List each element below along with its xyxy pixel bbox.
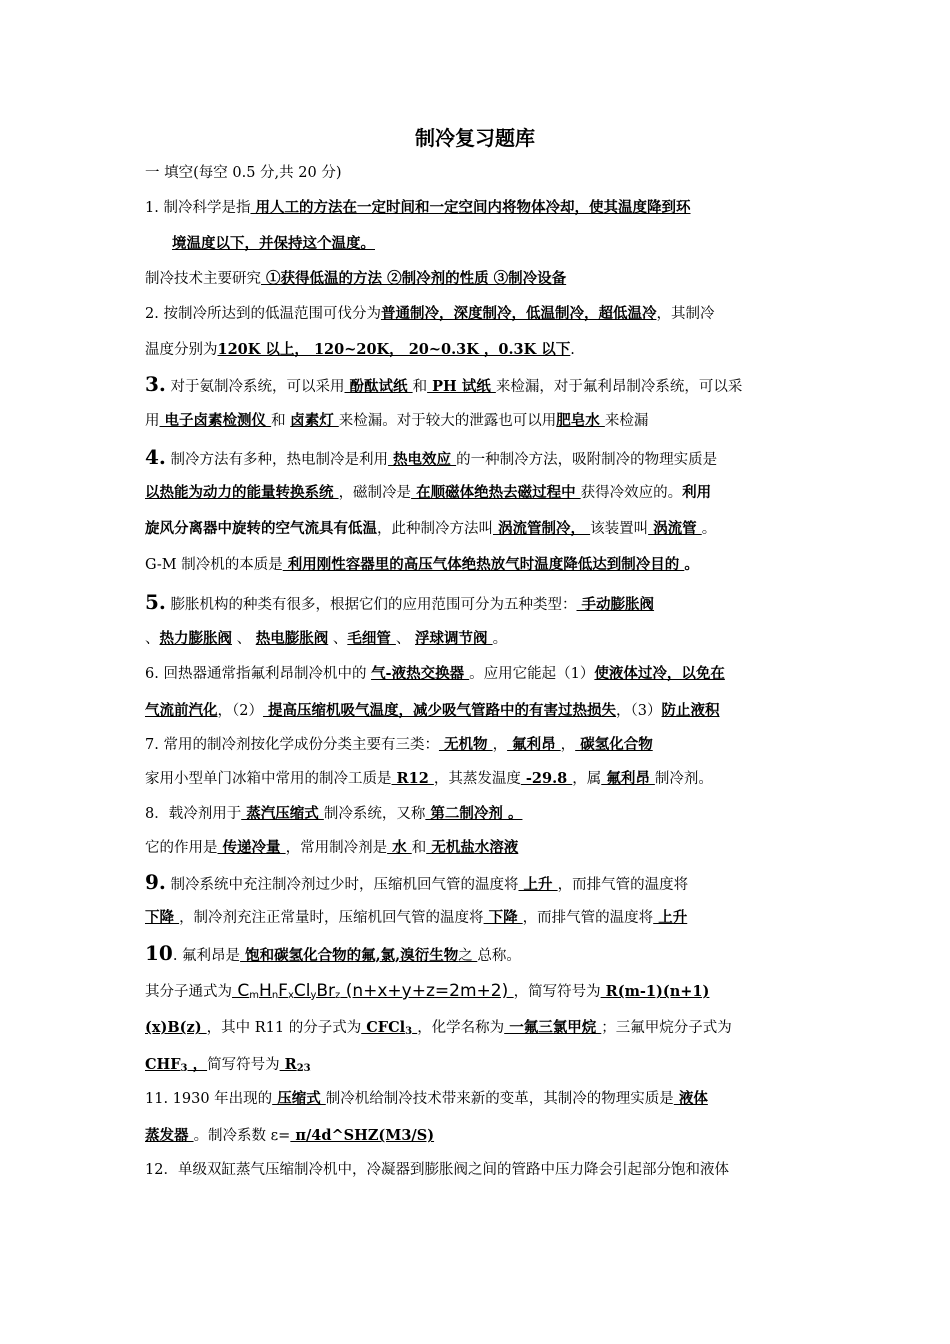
question-7-text: 7. 常用的制冷剂按化学成份分类主要有三类： [145,737,439,753]
question-4-answer-1: 热电效应 [388,451,457,468]
question-5-sep-2: 、 [232,631,256,647]
question-9-text-3: ，制冷剂充注正常量时，压缩机回气管的温度将 [179,910,484,926]
question-10-answer-1: 饱和碳氢化合物的氟,氯,溴衍生物 [240,947,459,964]
question-7-text-4: ，属 [572,771,602,787]
question-8-answer-2: 第二制冷剂 。 [425,805,523,822]
question-6-answer-2-cont: 气流前汽化 [145,702,218,719]
question-9-line-1 [145,872,688,895]
question-5-sep-1: 、 [145,631,160,647]
question-6-text-4: ，（3） [616,703,662,719]
question-9-text-4: ，而排气管的温度将 [522,910,654,926]
question-6-answer-1: 气-液热交换器 [371,665,470,682]
question-7-answer-5: -29.8 [520,770,573,787]
section-heading: 一 填空(每空 0.5 分,共 20 分) [145,165,342,181]
chf-sub: 3 [180,1063,188,1074]
formula-c: C [232,981,250,1001]
question-3-text-5: 来检漏 [604,413,649,429]
question-10-answer-2-cont: (x)B(z) [145,1019,207,1036]
question-10-line-3 [145,1018,732,1042]
question-4-line-3 [145,519,716,539]
question-4-text-5: 利用 [682,484,712,501]
question-8-answer-4: 水 [387,839,412,856]
question-11-text: 11. 1930 年出现的 [145,1091,273,1107]
question-7-answer-4: R12 [391,770,434,787]
question-8-answer-3: 传递冷量 [217,839,286,856]
question-4-text-3: ，磁制冷是 [338,485,412,501]
question-10-answer-4: 一氟三氯甲烷 [504,1019,602,1036]
question-3-answer-5: 肥皂水 [556,412,605,429]
question-3-answer-1: 酚酞试纸 [344,378,413,395]
question-5-sep-3: 、 [328,631,348,647]
question-2-answer-2: 120K 以上， 120~20K， 20~0.3K ，0.3K 以下 [217,341,571,358]
question-11-answer-2-cont: 蒸发器 [145,1127,194,1144]
formula-condition: (n+x+y+z=2m+2) [340,981,514,1001]
question-2-text-3: 温度分别为 [145,342,218,358]
question-4-answer-2: 以热能为动力的能量转换系统 [145,484,339,501]
cfcl-text: CFCl [361,1019,406,1036]
question-3-text: 对于氨制冷系统，可以采用 [165,379,345,395]
question-10-text: . 氟利昂是 [172,948,241,964]
formula-f: F [278,981,288,1001]
question-4-answer-5: 涡流管 [648,520,702,537]
question-8-text-3: 它的作用是 [145,840,218,856]
question-8-text-2: 制冷系统，又称 [323,806,426,822]
question-4-period-2: 。 [684,556,699,573]
question-10-line-2 [145,981,709,1006]
question-10-answer-5 [145,1056,207,1073]
question-11-answer-3: π/4d^SHZ(M3/S) [290,1127,435,1144]
question-10-text-2: 总称。 [477,948,521,964]
question-12-line-1 [145,1160,729,1180]
page-title: 制冷复习题库 [415,126,535,150]
question-12-text: 12．单级双缸蒸气压缩制冷机中，冷凝器到膨胀阀之间的管路中压力降会引起部分饱和液体 [145,1162,729,1178]
question-5-answer-3: 热电膨胀阀 [255,630,329,647]
question-4-period: 。 [701,521,717,537]
question-10-text-5: ，其中 R11 的分子式为 [206,1020,362,1036]
question-9-text-2: ，而排气管的温度将 [557,877,689,893]
question-5-period: 。 [492,631,508,647]
question-7-line-1 [145,735,653,755]
question-9-answer-1: 上升 [518,876,558,893]
question-2-text-2: ，其制冷 [656,306,715,322]
question-3-number: 3. [145,372,166,396]
question-3-answer-3: 电子卤素检测仪 [159,412,272,429]
question-10-text-7: ；三氟甲烷分子式为 [601,1020,732,1036]
question-5-answer-5: 浮球调节阀 [415,630,493,647]
question-5-answer-1: 手动膨胀阀 [576,596,655,613]
question-10-line-4 [145,1055,311,1079]
formula-sub-x: x [287,990,294,1001]
question-9-answer-2: 下降 [145,909,180,926]
question-3-text-2: 来检漏，对于氟利昂制冷系统，可以采 [495,379,743,395]
question-7-sep-2: ， [560,737,576,753]
question-2-period: . [570,342,575,358]
question-10-number: 10 [145,941,173,965]
question-9-line-2 [145,908,687,928]
question-3-text-4: 来检漏。对于较大的泄露也可以用 [338,413,557,429]
formula-sub-z: z [335,990,341,1001]
chf-text: CHF [145,1056,181,1073]
question-4-text-2: 的一种制冷方法，吸附制冷的物理实质是 [456,452,718,468]
question-9-text: 制冷系统中充注制冷剂过少时，压缩机回气管的温度将 [165,877,519,893]
question-1-line-1 [145,198,691,218]
question-3-and: 和 [412,379,428,395]
chf-end: ， [187,1056,208,1073]
question-11-answer-2: 液体 [673,1090,708,1107]
question-5-answer-4: 毛细管 [347,630,396,647]
question-7-text-5: 制冷剂。 [654,771,713,787]
question-5-sep-4: 、 [395,631,415,647]
question-6-text: 6. 回热器通常指氟利昂制冷机中的 [145,666,372,682]
question-8-and: 和 [411,840,427,856]
question-4-answer-4: 涡流管制冷， [493,520,591,537]
question-2-line-2 [145,340,575,360]
question-11-answer-1: 压缩式 [272,1090,326,1107]
question-6-answer-4: 防止液积 [661,702,720,719]
question-10-text-4: ，简写符号为 [513,984,601,1000]
question-3-answer-4: 卤素灯 [290,412,339,429]
question-7-line-2 [145,769,713,789]
question-2-line-1 [145,304,714,324]
question-1b-line [145,269,566,289]
question-4-text: 制冷方法有多种，热电制冷是利用 [165,452,388,468]
question-5-line-1 [145,592,654,615]
question-4-text-7: ，此种制冷方法叫 [377,521,493,537]
question-5-number: 5. [145,590,166,614]
question-7-answer-3: 碳氢化合物 [575,736,653,753]
question-9-answer-3: 下降 [483,909,523,926]
question-3-line-2 [145,411,648,431]
question-4-text-6: 旋风分离器中旋转的空气流具有低温 [145,520,377,537]
formula-br: Br [316,981,336,1001]
question-11-text-3: 。制冷系数 ε= [193,1128,291,1144]
formula-sub-m: m [249,990,260,1001]
question-4-text-4: 获得冷效应的。 [580,485,683,501]
question-7-answer-2: 氟利昂 [507,736,561,753]
question-2-text: 2. 按制冷所达到的低温范围可伐分为 [145,306,381,322]
formula-sub-y: y [310,990,317,1001]
question-4-line-4 [145,555,699,575]
question-4-number: 4. [145,445,166,469]
question-8-answer-5: 无机盐水溶液 [426,839,519,856]
question-7-answer-6: 氟利昂 [601,770,655,787]
question-4-text-9: G-M 制冷机的本质是 [145,557,283,573]
question-3-answer-2: PH 试纸 [427,378,496,395]
question-10-answer-6 [280,1056,311,1073]
question-4-answer-3: 在顺磁体绝热去磁过程中 [411,484,581,501]
question-1-answer-cont: 境温度以下，并保持这个温度。 [172,235,375,252]
question-6-line-2 [145,701,720,721]
question-10-answer-2: R(m-1)(n+1) [600,983,710,1000]
question-10-line-1 [145,943,521,966]
question-6-text-2: 。应用它能起（1） [469,666,595,682]
question-10-text-6: ，化学名称为 [417,1020,505,1036]
r23-sub: 23 [296,1063,311,1074]
question-1-text: 1. 制冷科学是指 [145,200,251,216]
question-5-line-2 [145,629,507,649]
question-1-answer: 用人工的方法在一定时间和一定空间内将物体冷却，使其温度降到环 [250,199,691,216]
question-7-text-3: ，其蒸发温度 [433,771,521,787]
question-1-line-2 [172,234,375,254]
question-3-and-2: 和 [271,413,291,429]
question-10-text-3: 其分子通式为 [145,984,232,1000]
question-8-line-1 [145,804,522,824]
r23-text: R [279,1056,297,1073]
question-5-answer-2: 热力膨胀阀 [159,630,232,647]
question-7-answer-1: 无机物 [438,736,493,753]
question-6-answer-3: 提高压缩机吸气温度，减少吸气管路中的有害过热损失 [262,702,617,719]
question-4-text-8: 该装置叫 [590,521,649,537]
question-7-text-2: 家用小型单门冰箱中常用的制冷工质是 [145,771,392,787]
question-9-number: 9. [145,870,166,894]
formula-cl: Cl [293,981,311,1001]
question-6-line-1 [145,664,725,684]
question-9-answer-4: 上升 [653,909,688,926]
question-8-text: 8．载冷剂用于 [145,806,242,822]
question-5-text: 膨胀机构的种类有很多，根据它们的应用范围可分为五种类型： [165,597,577,613]
formula-sub-n: n [271,990,279,1001]
question-3-line-1 [145,374,742,397]
question-6-text-3: ，（2） [217,703,263,719]
question-10-answer-3 [361,1019,417,1036]
question-4-line-2 [145,483,711,503]
question-3-text-3: 用 [145,413,160,429]
question-10-text-8: 简写符号为 [207,1057,280,1073]
question-1b-text: 制冷技术主要研究 [145,271,261,287]
question-11-text-2: 制冷机给制冷技术带来新的变革，其制冷的物理实质是 [325,1091,674,1107]
cfcl-sub: 3 [405,1026,413,1037]
question-1b-answer: ①获得低温的方法 ②制冷剂的性质 ③制冷设备 [261,270,567,287]
question-11-line-1 [145,1089,708,1109]
question-8-text-4: ，常用制冷剂是 [285,840,388,856]
formula-h: H [259,981,272,1001]
question-8-line-2 [145,838,518,858]
question-7-sep-1: ， [492,737,508,753]
question-2-answer-1: 普通制冷，深度制冷，低温制冷，超低温冷 [380,305,657,322]
question-4-answer-6: 利用刚性容器里的高压气体绝热放气时温度降低达到制冷目的 [282,556,685,573]
question-10-blank: 之 [458,948,478,964]
question-6-answer-2: 使液体过冷，以免在 [594,665,725,682]
question-10-formula [232,981,514,1001]
question-11-line-2 [145,1126,434,1146]
question-4-line-1 [145,447,717,470]
question-8-answer-1: 蒸汽压缩式 [241,805,324,822]
